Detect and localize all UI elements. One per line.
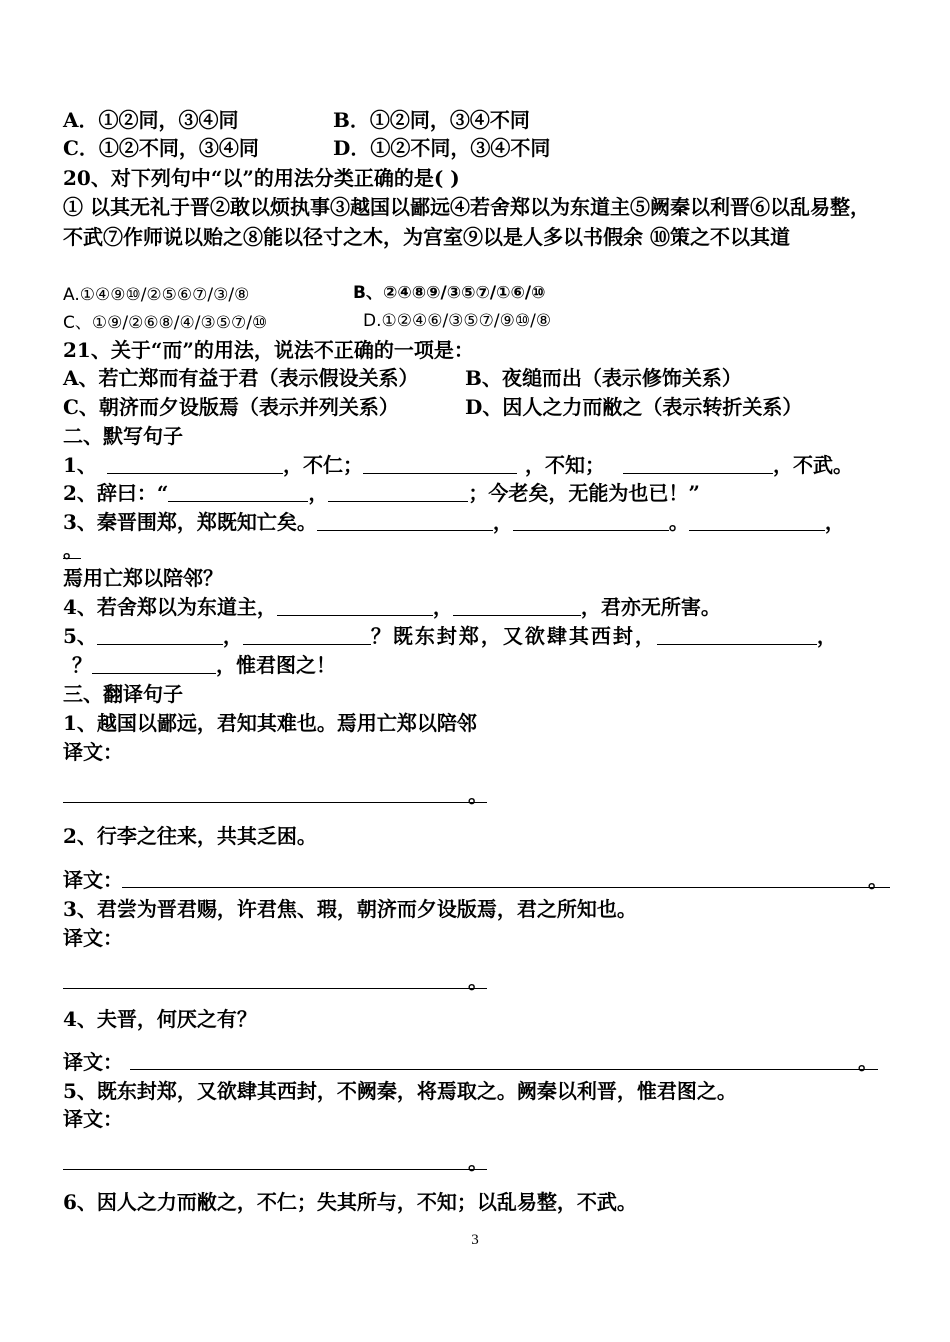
q20-option-row-1 [63,279,888,309]
q21-option-row-1 [63,364,888,392]
blank-field[interactable] [363,453,517,474]
translation-item-4: 4、夫晋，何厌之有？ [63,1007,257,1031]
q21-option-b: B、夜缒而出（表示修饰关系） [465,366,742,390]
q20-sentences: ① 以其无礼于晋②敢以烦执事③越国以鄙远④若舍郑以为东道主⑤阙秦以利晋⑥以乱易整，不武⑦作师说以贻之⑧能以径寸之木，为宫室⑨以是人多以书假余 ⑩策之不以其道 [63,195,870,249]
q19-option-row-1 [63,106,888,134]
q20-option-a: A.①④⑨⑩/②⑤⑥⑦/③/⑧ [63,285,250,305]
dictation-text: ， [824,510,845,534]
q21-option-c: C、朝济而夕设版焉（表示并列关系） [63,395,399,419]
q20-stem: 20、对下列句中“以”的用法分类正确的是( ) [63,166,460,190]
dictation-line-5 [63,622,890,650]
answer-line[interactable] [63,802,487,803]
dictation-text: 3、秦晋围郑，郑既知亡矣。 [63,510,317,534]
dictation-text: 。 [63,538,83,562]
blank-field[interactable] [513,510,669,531]
section2-title: 二、默写句子 [63,424,183,448]
q21-option-d: D、因人之力而敝之（表示转折关系） [465,395,803,419]
blank-field[interactable] [277,595,433,616]
q20-option-row-2 [63,307,888,337]
answer-period: 。 [868,868,888,892]
blank-field[interactable] [243,624,371,645]
translation-label: 译文： [63,1050,123,1074]
answer-period: 。 [858,1050,878,1074]
dictation-text: ， [816,624,837,648]
answer-line[interactable] [63,988,487,989]
dictation-text: 2、辞曰：“ [63,481,169,505]
blank-field[interactable] [92,653,216,674]
blank-field[interactable] [657,624,817,645]
page-number: 3 [471,1232,479,1248]
blank-field[interactable] [328,481,468,502]
dictation-text: ，不知； [525,453,605,477]
blank-field[interactable] [107,453,283,474]
q19-option-d: D．①②不同，③④不同 [333,136,551,160]
blank-field[interactable] [97,624,223,645]
answer-period: 。 [468,969,488,993]
q20-option-d: D.①②④⑥/③⑤⑦/⑨⑩/⑧ [363,311,552,331]
dictation-line-1 [63,451,888,479]
answer-line[interactable] [63,1169,487,1170]
blank-field[interactable] [168,481,308,502]
item-number: 1、 [63,453,97,477]
q21-stem: 21、关于“而”的用法，说法不正确的一项是： [63,338,474,362]
dictation-text: ？既东封郑，又欲肆其西封， [370,624,657,648]
q19-option-b: B．①②同，③④不同 [333,108,530,132]
section3-title: 三、翻译句子 [63,682,183,706]
answer-period: 。 [468,1150,488,1174]
dictation-text: 5、 [63,624,97,648]
dictation-text: ， [492,510,513,534]
q19-option-row-2 [63,134,888,162]
q19-option-a: A．①②同，③④同 [63,108,239,132]
translation-label: 译文： [63,1107,123,1131]
blank-field[interactable] [689,510,825,531]
dictation-text: 。 [668,510,689,534]
translation-item-5: 5、既东封郑，又欲肆其西封，不阙秦，将焉取之。阙秦以利晋，惟君图之。 [63,1079,737,1103]
q20-option-b: B、②④⑧⑨/③⑤⑦/①⑥/⑩ [353,283,546,303]
translation-item-6: 6、因人之力而敝之，不仁；失其所与，不知；以乱易整，不武。 [63,1190,637,1214]
translation-item-2: 2、行李之往来，共其乏困。 [63,824,317,848]
dictation-text: ，不仁； [283,453,363,477]
dictation-text: ，不武。 [773,453,853,477]
translation-label: 译文： [63,868,123,892]
dictation-text: ， [432,595,453,619]
dictation-line-3-end: 焉用亡郑以陪邻？ [63,566,223,590]
dictation-text: ， [308,481,329,505]
dictation-text: ；今老矣，无能为也已！” [468,481,700,505]
dictation-line-4 [63,593,888,621]
answer-period: 。 [468,783,488,807]
answer-line[interactable] [122,887,890,888]
answer-line[interactable] [130,1069,878,1070]
translation-item-3: 3、君尝为晋君赐，许君焦、瑕，朝济而夕设版焉，君之所知也。 [63,897,637,921]
blank-field[interactable] [317,510,493,531]
dictation-line-3-cont [63,536,888,564]
blank-field[interactable] [453,595,581,616]
dictation-text: ，惟君图之！ [216,653,336,677]
blank-field[interactable] [623,453,773,474]
dictation-text: 4、若舍郑以为东道主， [63,595,277,619]
translation-label: 译文： [63,926,123,950]
translation-label: 译文： [63,740,123,764]
q21-option-row-2 [63,393,888,421]
q20-option-c: C、①⑨/②⑥⑧/④/③⑤⑦/⑩ [63,313,268,333]
q21-option-a: A、若亡郑而有益于君（表示假设关系） [63,366,419,390]
q19-option-c: C．①②不同，③④同 [63,136,259,160]
dictation-line-5-cont [72,651,888,679]
dictation-line-3 [63,508,890,536]
dictation-text: ，君亦无所害。 [580,595,721,619]
dictation-text: ， [222,624,243,648]
dictation-text: ？ [72,653,92,677]
translation-item-1: 1、越国以鄙远，君知其难也。焉用亡郑以陪邻 [63,711,477,735]
dictation-line-2 [63,479,888,507]
